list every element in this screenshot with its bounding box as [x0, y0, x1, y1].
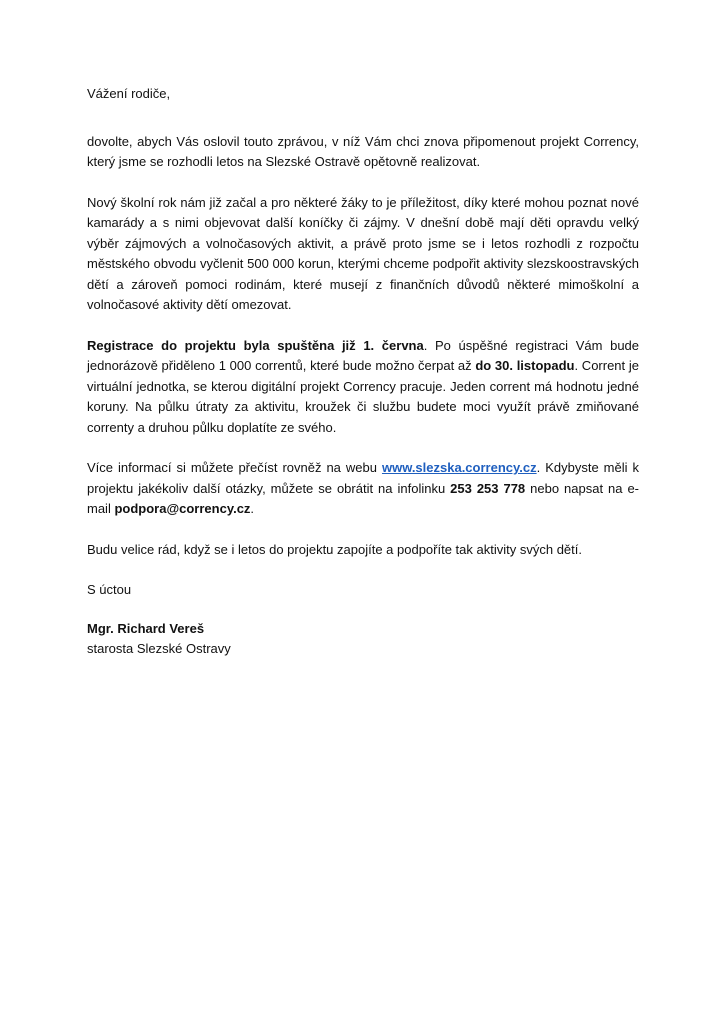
email-address: podpora@corrency.cz: [114, 501, 251, 516]
signature-title: starosta Slezské Ostravy: [87, 641, 231, 656]
registration-deadline-bold: do 30. listopadu: [475, 358, 575, 373]
regards-line: S úctou: [87, 582, 132, 597]
registration-start-bold: Registrace do projektu byla spuštěna již 1. června: [87, 337, 424, 353]
letter-body: [87, 84, 639, 660]
signature-name: Mgr. Richard Vereš: [87, 620, 205, 636]
registration-paragraph: [87, 336, 639, 439]
info-text-4: .: [250, 501, 255, 516]
closing-paragraph: Budu velice rád, když se i letos do projektu zapojíte a podpoříte tak aktivity svých dětí.: [87, 541, 582, 557]
registration-text-1: . Po úspěšné registraci Vám bude jednorázově přiděleno 1 000 correntů, které bude možno čerpat až: [87, 337, 640, 373]
registration-text-2: . Corrent je virtuální jednotka, se kterou digitální projekt Corrency pracuje. Jeden corrent má hodnotu jedné koruny. Na půlku útraty za aktivitu, kroužek či službu budete moci využít právě zmiňované correnty a druhou půlku doplatíte ze svého.: [87, 358, 639, 435]
website-link[interactable]: www.slezska.corrency.cz: [381, 460, 537, 475]
phone-number: 253 253 778: [450, 480, 526, 496]
intro-paragraph: dovolte, abych Vás oslovil touto zprávou, v níž Vám chci znova připomenout projekt Corrency, který jsme se rozhodli letos na Slezské Ostravě opětovně realizovat.: [87, 133, 639, 169]
main-paragraph: Nový školní rok nám již začal a pro některé žáky to je příležitost, díky které mohou poznat nové kamarády a s nimi objevovat další koníčky či zájmy. V dnešní době mají děti opravdu velký výběr zájmových a volnočasových aktivit, a právě proto jsme se i letos rozhodli z rozpočtu městského obvodu vyčlenit 500 000 korun, kterými chceme podpořit aktivity slezskoostravských dětí a zároveň pomoci rodinám, které musejí z finančních důvodů některé mimoškolní a volnočasové aktivity dětí omezovat.: [87, 194, 639, 312]
info-text-2: . Kdybyste měli k projektu jakékoliv další otázky, můžete se obrátit na infolinku: [87, 460, 639, 496]
signature-block: [87, 619, 639, 660]
salutation: Vážení rodiče,: [87, 86, 171, 101]
info-text-3: nebo napsat na e-mail: [87, 480, 640, 516]
info-text-1: Více informací si můžete přečíst rovněž na webu: [87, 460, 382, 475]
info-paragraph: [87, 458, 639, 520]
